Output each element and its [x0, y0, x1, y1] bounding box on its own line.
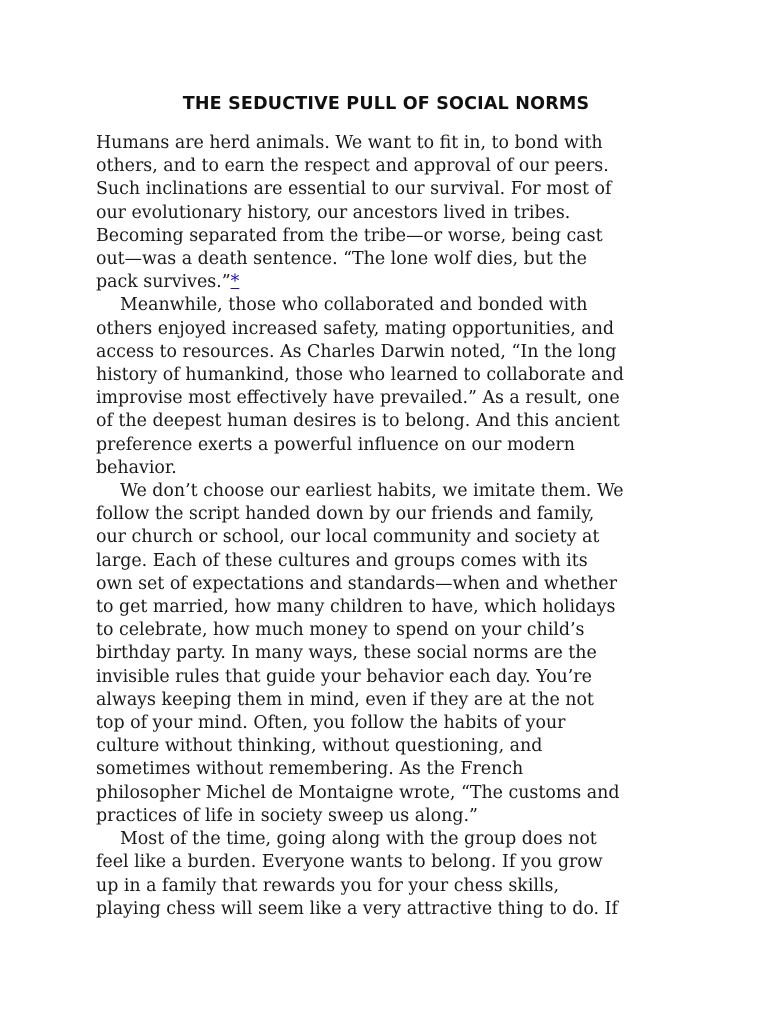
paragraph-2: Meanwhile, those who collaborated and bonded with others enjoyed increased safety, mating opportunities, and access to resources. As Charles Darwin noted, “In the long history of humankind, those who learned to collaborate and improvise most effectively have prevailed.” As a result, one of the deepest human desires is to belong. And this ancient preference exerts a powerful influence on our modern behavior. [96, 295, 624, 478]
footnote-link[interactable]: * [230, 272, 240, 293]
paragraph-1 [96, 132, 676, 294]
chapter-heading: THE SEDUCTIVE PULL OF SOCIAL NORMS [182, 94, 590, 114]
paragraph-4: Most of the time, going along with the group does not feel like a burden. Everyone wants to belong. If you grow up in a family that rewards you for your chess skills, playing chess will seem like a very attractive thing to do. If [96, 829, 618, 919]
paragraph-3: We don’t choose our earliest habits, we imitate them. We follow the script handed down by our friends and family, our church or school, our local community and society at large. Each of these cultures and groups comes with its own set of expectations and standards—when and whether to get married, how many children to have, which holidays to celebrate, how much money to spend on your child’s birthday party. In many ways, these social norms are the invisible rules that guide your behavior each day. You’re always keeping them in mind, even if they are at the not top of your mind. Often, you follow the habits of your culture without thinking, without questioning, and sometimes without remembering. As the French philosopher Michel de Montaigne wrote, “The customs and practices of life in society sweep us along.” [96, 481, 624, 826]
document-page [96, 90, 676, 921]
paragraph-1-text: Humans are herd animals. We want to fit in, to bond with others, and to earn the respect and approval of our peers. Such inclinations are essential to our survival. For most of our evolutionary history, our ancestors lived in tribes. Becoming separated from the tribe—or worse, being cast out—was a death sentence. “The lone wolf dies, but the pack survives.” [96, 133, 612, 293]
